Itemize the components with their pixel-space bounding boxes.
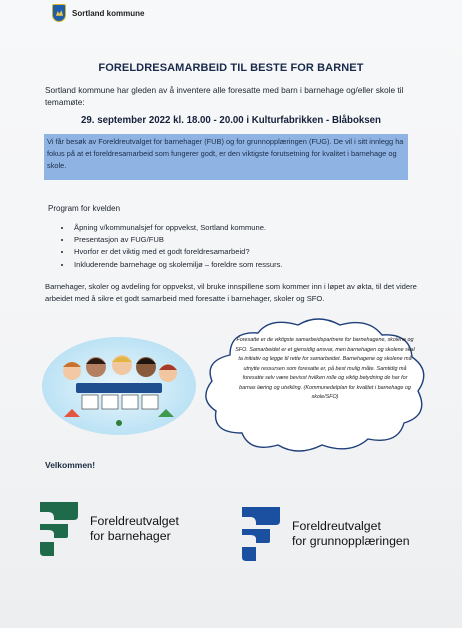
collaboration-illustration — [42, 337, 196, 435]
program-heading: Program for kvelden — [48, 204, 121, 213]
program-item: • Inkluderende barnehage og skolemiljø – foreldre som ressurs. — [72, 259, 283, 271]
program-list — [52, 222, 283, 271]
brand-name: Sortland kommune — [72, 8, 145, 18]
highlight-text: Vi får besøk av Foreldreutvalget for barnehager (FUB) og for grunnopplæringen (FUG). De vil i sitt innlegg ha fokus på at et foreldresamarbeid som fungerer godt, er den viktigste forutsetning for kvalitet i barnehage og skole. — [47, 137, 404, 170]
fug-logo — [240, 505, 410, 563]
event-date-line: 29. september 2022 kl. 18.00 - 20.00 i Kulturfabrikken - Blåboksen — [81, 115, 381, 126]
header — [52, 4, 144, 22]
fug-name-line2: for grunnopplæringen — [292, 534, 410, 548]
fub-logo — [38, 500, 179, 558]
fub-mark-icon — [38, 500, 80, 558]
intro-text: Sortland kommune har gleden av å inventere alle foresatte med barn i barnehage og/eller skole til temamøte: — [45, 85, 404, 107]
fub-name-line1: Foreldreutvalget — [90, 514, 179, 528]
municipality-crest-icon — [52, 4, 66, 22]
cloud-quote-text: Foresatte er de viktigste samarbeidspartnere for barnehagene, skolene og SFO. Samarbeidet er et gjensidig ansvar, men barnehagen og skolene skal ta initiativ og legge til rette for samarbeidet. Barnehagene og skolene må utnytte ressursen som foresatte er, på best mulig måte. Samtidig må foresatte selv være bevisst hvilken rolle og viktig betydning de har for barnas læring og utvikling. (Kommunedelplan for kvalitet i barnehage og skole/SFO) — [235, 337, 415, 400]
page-title: FORELDRESAMARBEID TIL BESTE FOR BARNET — [98, 62, 364, 74]
body-paragraph: Barnehager, skoler og avdeling for oppvekst, vil bruke innspillene som kommer inn i løpet av økta, til det videre arbeidet med å sikre et godt samarbeid med foresatte i barnehager, skoler og SFO. — [45, 282, 417, 303]
program-item: • Hvorfor er det viktig med et godt foreldresamarbeid? — [72, 246, 283, 258]
fug-mark-icon — [240, 505, 282, 563]
people-illustration-icon — [42, 337, 196, 435]
program-item: • Åpning v/kommunalsjef for oppvekst, Sortland kommune. — [72, 222, 283, 234]
fub-name-line2: for barnehager — [90, 529, 171, 543]
program-item: • Presentasjon av FUG/FUB — [72, 234, 283, 246]
welcome-text: Velkommen! — [45, 460, 96, 470]
fug-name-line1: Foreldreutvalget — [292, 519, 381, 533]
